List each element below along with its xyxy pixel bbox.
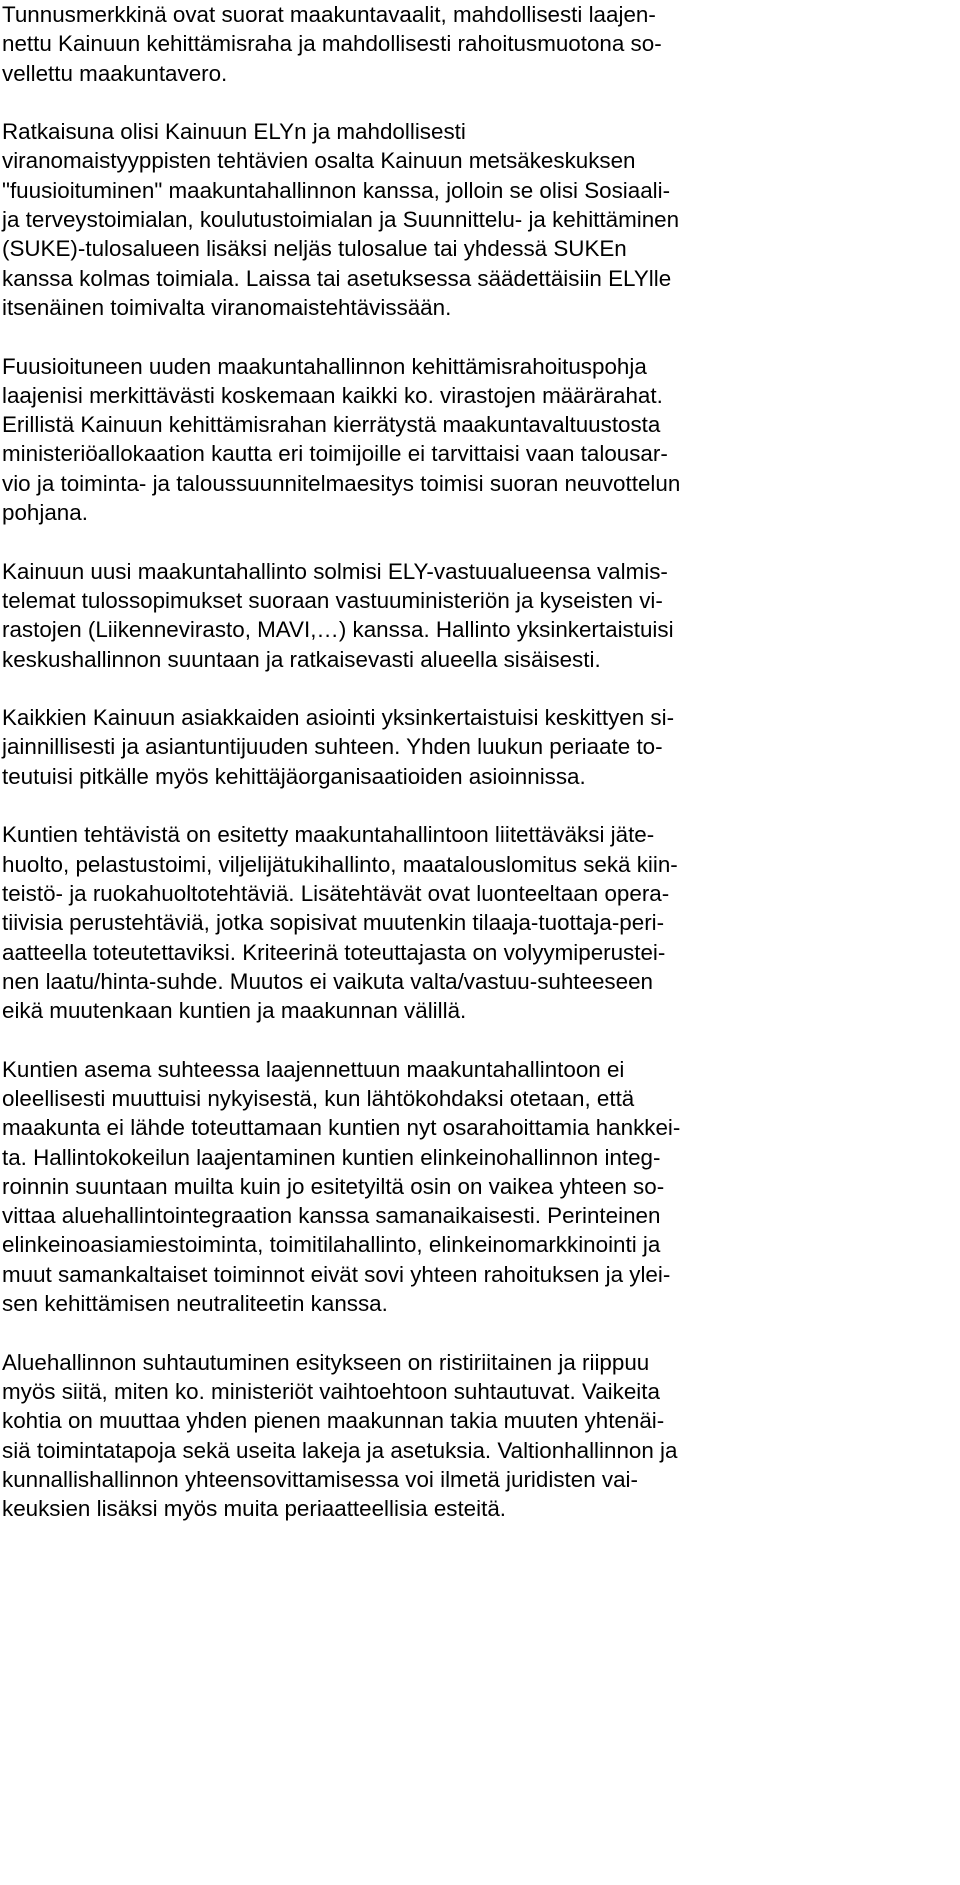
paragraph [2,1055,952,1319]
text-line: teistö- ja ruokahuoltotehtäviä. Lisätehtävät ovat luonteeltaan opera- [2,880,670,906]
text-line: teutuisi pitkälle myös kehittäjäorganisaatioiden asioinnissa. [2,763,586,789]
text-line: maakunta ei lähde toteuttamaan kuntien nyt osarahoittamia hankkei- [2,1115,681,1141]
text-line: (SUKE)-tulosalueen lisäksi neljäs tulosalue tai yhdessä SUKEn [2,236,627,262]
text-line: Kuntien asema suhteessa laajennettuun maakuntahallintoon ei [2,1056,625,1082]
paragraph [2,117,952,322]
paragraph [2,820,952,1025]
paragraph [2,557,952,674]
paragraph [2,1348,952,1524]
text-line: "fuusioituminen" maakuntahallinnon kanssa, jolloin se olisi Sosiaali- [2,177,671,203]
text-line: viranomaistyyppisten tehtävien osalta Kainuun metsäkeskuksen [2,148,636,174]
text-line: vellettu maakuntavero. [2,60,228,86]
text-line: oleellisesti muuttuisi nykyisestä, kun lähtökohdaksi otetaan, että [2,1085,635,1111]
text-line: muut samankaltaiset toiminnot eivät sovi yhteen rahoituksen ja ylei- [2,1261,671,1287]
text-line: rastojen (Liikennevirasto, MAVI,…) kanssa. Hallinto yksinkertaistuisi [2,617,674,643]
document-page [2,0,952,1553]
text-line: huolto, pelastustoimi, viljelijätukihallinto, maatalouslomitus sekä kiin- [2,851,678,877]
text-line: pohjana. [2,500,88,526]
text-line: Erillistä Kainuun kehittämisrahan kierrätystä maakuntavaltuustosta [2,412,661,438]
text-line: vio ja toiminta- ja taloussuunnitelmaesitys toimisi suoran neuvottelun [2,470,681,496]
text-line: nen laatu/hinta-suhde. Muutos ei vaikuta valta/vastuu-suhteeseen [2,968,653,994]
text-line: Tunnusmerkkinä ovat suorat maakuntavaalit, mahdollisesti laajen- [2,2,656,27]
text-line: Aluehallinnon suhtautuminen esitykseen on ristiriitainen ja riippuu [2,1349,650,1375]
text-line: Kainuun uusi maakuntahallinto solmisi ELY-vastuualueensa valmis- [2,558,668,584]
text-line: siä toimintatapoja sekä useita lakeja ja asetuksia. Valtionhallinnon ja [2,1437,678,1463]
text-line: sen kehittämisen neutraliteetin kanssa. [2,1291,388,1317]
text-line: Kaikkien Kainuun asiakkaiden asiointi yksinkertaistuisi keskittyen si- [2,705,675,731]
text-line: tiivisia perustehtäviä, jotka sopisivat muutenkin tilaaja-tuottaja-peri- [2,910,665,936]
text-line: kunnallishallinnon yhteensovittamisessa voi ilmetä juridisten vai- [2,1466,638,1492]
paragraph [2,352,952,528]
paragraph [2,703,952,791]
text-line: Fuusioituneen uuden maakuntahallinnon kehittämisrahoituspohja [2,353,647,379]
text-line: ministeriöallokaation kautta eri toimijoille ei tarvittaisi vaan talousar- [2,441,668,467]
text-line: aatteella toteutettaviksi. Kriteerinä toteuttajasta on volyymiperustei- [2,939,666,965]
text-line: vittaa aluehallintointegraation kanssa samanaikaisesti. Perinteinen [2,1203,661,1229]
text-line: telemat tulossopimukset suoraan vastuuministeriön ja kyseisten vi- [2,587,663,613]
text-line: ta. Hallintokokeilun laajentaminen kuntien elinkeinohallinnon integ- [2,1144,661,1170]
text-line: elinkeinoasiamiestoiminta, toimitilahallinto, elinkeinomarkkinointi ja [2,1232,661,1258]
text-line: roinnin suuntaan muilta kuin jo esitetyiltä osin on vaikea yhteen so- [2,1173,665,1199]
text-line: Kuntien tehtävistä on esitetty maakuntahallintoon liitettäväksi jäte- [2,822,655,848]
text-line: keuksien lisäksi myös muita periaatteellisia esteitä. [2,1496,507,1522]
text-line: myös siitä, miten ko. ministeriöt vaihtoehtoon suhtautuvat. Vaikeita [2,1378,660,1404]
text-line: kohtia on muuttaa yhden pienen maakunnan takia muuten yhtenäi- [2,1408,665,1434]
text-line: Ratkaisuna olisi Kainuun ELYn ja mahdollisesti [2,119,466,145]
text-line: itsenäinen toimivalta viranomaistehtävissään. [2,294,452,320]
text-line: nettu Kainuun kehittämisraha ja mahdollisesti rahoitusmuotona so- [2,31,662,57]
text-line: jainnillisesti ja asiantuntijuuden suhteen. Yhden luukun periaate to- [2,734,663,760]
text-line: laajenisi merkittävästi koskemaan kaikki ko. virastojen määrärahat. [2,382,663,408]
text-line: eikä muutenkaan kuntien ja maakunnan välillä. [2,998,467,1024]
text-line: keskushallinnon suuntaan ja ratkaisevasti alueella sisäisesti. [2,646,601,672]
text-line: kanssa kolmas toimiala. Laissa tai asetuksessa säädettäisiin ELYlle [2,265,672,291]
paragraph [2,0,952,88]
text-line: ja terveystoimialan, koulutustoimialan ja Suunnittelu- ja kehittäminen [2,207,680,233]
